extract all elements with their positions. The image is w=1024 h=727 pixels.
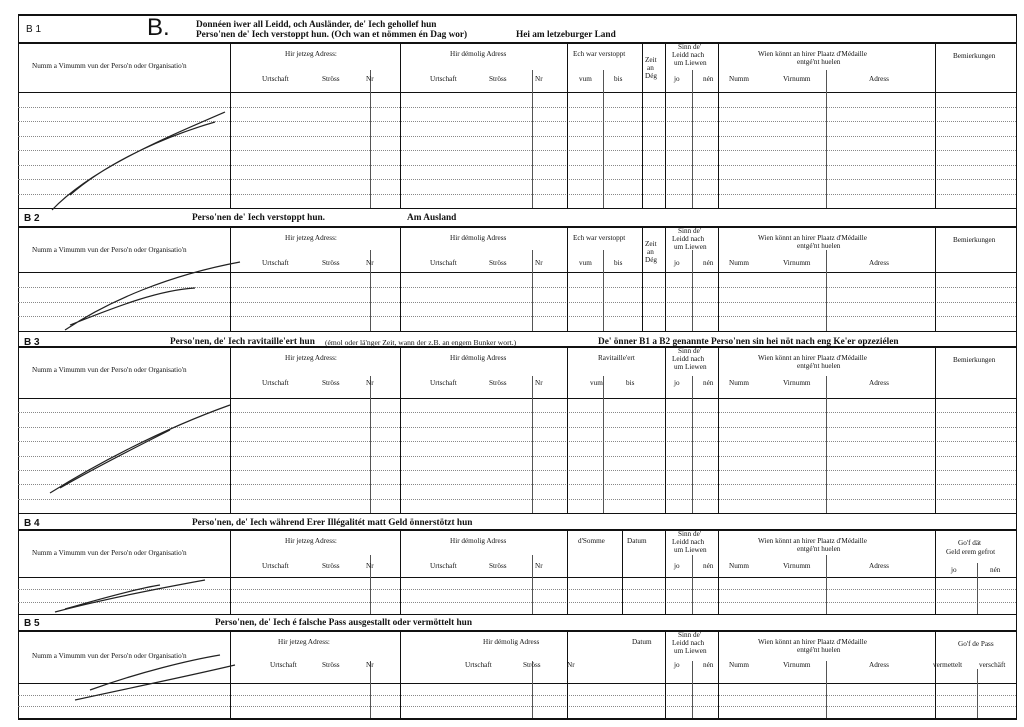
b2-title-suffix: Am Ausland — [407, 213, 457, 223]
header-street: Ströss — [322, 259, 340, 267]
header-issued: vermettelt — [933, 661, 963, 669]
header-money: Geld erem gefrot — [946, 548, 996, 556]
header-alive: um Liewen — [674, 243, 707, 251]
header-name-col: Numm a Vimumm vun der Perso'n oder Organisatio'n — [32, 549, 187, 557]
header-yes: jo — [674, 562, 680, 570]
header-medal: entgé'nt huelen — [797, 58, 841, 66]
header-no: nén — [703, 379, 714, 387]
header-medal: Wien könnt an hirer Plaatz d'Médaille — [758, 354, 867, 362]
b1-title-suffix: Hei am letzeburger Land — [516, 30, 616, 40]
header-firstname: Virnumm — [783, 562, 811, 570]
header-locality: Urtschaft — [262, 379, 289, 387]
header-street-former: Ströss — [489, 259, 507, 267]
header-alive: Sinn de' — [678, 631, 702, 639]
header-name-col: Numm a Vimumm vun der Perso'n oder Organisatio'n — [32, 652, 187, 660]
header-alive: Leidd nach — [672, 51, 705, 59]
header-remarks: Bemierkungen — [953, 52, 996, 60]
header-street-former: Ströss — [489, 75, 507, 83]
b5-title: Perso'nen, de' Iech é falsche Pass ausgestallt oder vermöttelt hun — [215, 618, 473, 628]
header-locality-former: Urtschaft — [465, 661, 492, 669]
header-street-former: Ströss — [489, 562, 507, 570]
header-address: Adress — [869, 75, 889, 83]
header-name-col: Numm a Vimumm vun der Perso'n oder Organisatio'n — [32, 366, 187, 374]
section-label-b5: B 5 — [24, 618, 40, 629]
header-current-address: Hir jetzeg Adress: — [285, 50, 337, 58]
header-alive: um Liewen — [674, 546, 707, 554]
header-from: vum — [579, 259, 592, 267]
header-number: Nr — [366, 379, 374, 387]
header-until: bis — [614, 75, 623, 83]
header-days: Zeit — [645, 240, 657, 248]
header-medal: Wien könnt an hirer Plaatz d'Médaille — [758, 50, 867, 58]
header-medal: entgé'nt huelen — [797, 242, 841, 250]
header-yes: jo — [674, 75, 680, 83]
header-firstname: Virnumm — [783, 259, 811, 267]
header-from: vum — [579, 75, 592, 83]
header-number: Nr — [366, 75, 374, 83]
strike-b1 — [52, 112, 225, 210]
header-current-address: Hir jetzeg Adress: — [285, 537, 337, 545]
header-forged: verschäft — [979, 661, 1006, 669]
header-name-col: Numm a Vimumm vun der Perso'n oder Organisatio'n — [32, 246, 187, 254]
header-former-address: Hir démolig Adress — [483, 638, 540, 646]
b4-title: Perso'nen, de' Iech während Erer Illégalitét matt Geld önnerstötzt hun — [192, 518, 473, 528]
section-label-b1: B 1 — [26, 24, 42, 35]
header-no: nén — [703, 259, 714, 267]
header-firstname: Virnumm — [783, 661, 811, 669]
b3-title: Perso'nen, de' Iech ravitaille'ert hun — [170, 337, 315, 347]
header-alive: um Liewen — [674, 647, 707, 655]
header-current-address: Hir jetzeg Adress: — [285, 354, 337, 362]
header-street-former: Ströss — [523, 661, 541, 669]
header-name: Numm — [729, 259, 749, 267]
strike-b3 — [50, 405, 230, 493]
header-alive: Leidd nach — [672, 235, 705, 243]
header-remarks: Bemierkungen — [953, 356, 996, 364]
b2-title: Perso'nen de' Iech verstoppt hun. — [192, 213, 326, 223]
header-medal: Wien könnt an hirer Plaatz d'Médaille — [758, 234, 867, 242]
header-street: Ströss — [322, 379, 340, 387]
header-alive: Leidd nach — [672, 538, 705, 546]
header-current-address: Hir jetzeg Adress: — [278, 638, 330, 646]
header-days: Dég — [645, 256, 657, 264]
header-yes: jo — [674, 661, 680, 669]
header-until: bis — [614, 259, 623, 267]
header-current-address: Hir jetzeg Adress: — [285, 234, 337, 242]
b3-title-suffix: De' önner B1 a B2 genannte Perso'nen sin hei nöt nach eng Ke'er opzeziélen — [598, 337, 899, 347]
header-no: nén — [703, 562, 714, 570]
b1-title-line1: Donnéen iwer all Leidd, och Ausländer, de' Iech gehollef hun — [196, 20, 437, 30]
b3-title-note: (émol oder lä'nger Zeit, wann der z.B. an engem Bunker wort.) — [325, 338, 517, 347]
header-former-address: Hir démolig Adress — [450, 537, 507, 545]
header-supplied: Ravitaille'ert — [598, 354, 635, 362]
header-no: nén — [703, 661, 714, 669]
header-days: an — [647, 64, 654, 72]
header-address: Adress — [869, 562, 889, 570]
header-former-address: Hir démolig Adress — [450, 354, 507, 362]
strike-b2 — [65, 262, 240, 330]
strike-b4 — [55, 580, 205, 612]
header-firstname: Virnumm — [783, 75, 811, 83]
header-date: Datum — [627, 537, 647, 545]
header-locality: Urtschaft — [262, 259, 289, 267]
header-alive: Sinn de' — [678, 347, 702, 355]
header-firstname: Virnumm — [783, 379, 811, 387]
header-number-former: Nr — [567, 661, 575, 669]
form-letter: B. — [147, 14, 170, 41]
section-label-b3: B 3 — [24, 337, 40, 348]
section-label-b2: B 2 — [24, 213, 40, 224]
header-address: Adress — [869, 379, 889, 387]
header-street: Ströss — [322, 562, 340, 570]
header-passport: Go'f de Pass — [958, 640, 994, 648]
header-number: Nr — [366, 259, 374, 267]
header-medal: Wien könnt an hirer Plaatz d'Médaille — [758, 638, 867, 646]
header-remarks: Bemierkungen — [953, 236, 996, 244]
header-alive: um Liewen — [674, 59, 707, 67]
header-name: Numm — [729, 562, 749, 570]
header-former-address: Hir démolig Adress — [450, 234, 507, 242]
header-name-col: Numm a Vimumm vun der Perso'n oder Organisatio'n — [32, 62, 187, 70]
header-hidden: Ech war verstoppt — [573, 50, 626, 58]
header-money: Go'f dät — [958, 539, 982, 547]
header-yes: jo — [674, 379, 680, 387]
header-street: Ströss — [322, 75, 340, 83]
header-no: nén — [990, 566, 1001, 574]
header-name: Numm — [729, 379, 749, 387]
header-name: Numm — [729, 661, 749, 669]
header-street: Ströss — [322, 661, 340, 669]
header-locality-former: Urtschaft — [430, 259, 457, 267]
b1-title-line2: Perso'nen de' Iech verstoppt hun. (Och wan et nömmen én Dag wor) — [196, 30, 468, 40]
header-number-former: Nr — [535, 379, 543, 387]
header-no: nén — [703, 75, 714, 83]
header-alive: Leidd nach — [672, 355, 705, 363]
header-days: an — [647, 248, 654, 256]
header-days: Dég — [645, 72, 657, 80]
header-until: bis — [626, 379, 635, 387]
header-days: Zeit — [645, 56, 657, 64]
header-alive: Leidd nach — [672, 639, 705, 647]
header-address: Adress — [869, 259, 889, 267]
header-alive: Sinn de' — [678, 227, 702, 235]
header-address: Adress — [869, 661, 889, 669]
header-number-former: Nr — [535, 562, 543, 570]
header-name: Numm — [729, 75, 749, 83]
header-locality-former: Urtschaft — [430, 75, 457, 83]
header-former-address: Hir démolig Adress — [450, 50, 507, 58]
header-locality-former: Urtschaft — [430, 562, 457, 570]
header-from: vum — [590, 379, 603, 387]
header-number-former: Nr — [535, 75, 543, 83]
header-medal: entgé'nt huelen — [797, 545, 841, 553]
header-alive: um Liewen — [674, 363, 707, 371]
strike-b5 — [75, 655, 235, 700]
header-street-former: Ströss — [489, 379, 507, 387]
header-medal: Wien könnt an hirer Plaatz d'Médaille — [758, 537, 867, 545]
header-number-former: Nr — [535, 259, 543, 267]
header-alive: Sinn de' — [678, 530, 702, 538]
header-hidden: Ech war verstoppt — [573, 234, 626, 242]
header-sum: d'Somme — [578, 537, 605, 545]
header-number: Nr — [366, 562, 374, 570]
header-locality: Urtschaft — [270, 661, 297, 669]
header-locality-former: Urtschaft — [430, 379, 457, 387]
header-locality: Urtschaft — [262, 75, 289, 83]
header-medal: entgé'nt huelen — [797, 646, 841, 654]
header-medal: entgé'nt huelen — [797, 362, 841, 370]
header-locality: Urtschaft — [262, 562, 289, 570]
header-number: Nr — [366, 661, 374, 669]
header-yes: jo — [674, 259, 680, 267]
section-label-b4: B 4 — [24, 518, 40, 529]
header-date: Datum — [632, 638, 652, 646]
header-yes: jo — [951, 566, 957, 574]
header-alive: Sinn de' — [678, 43, 702, 51]
